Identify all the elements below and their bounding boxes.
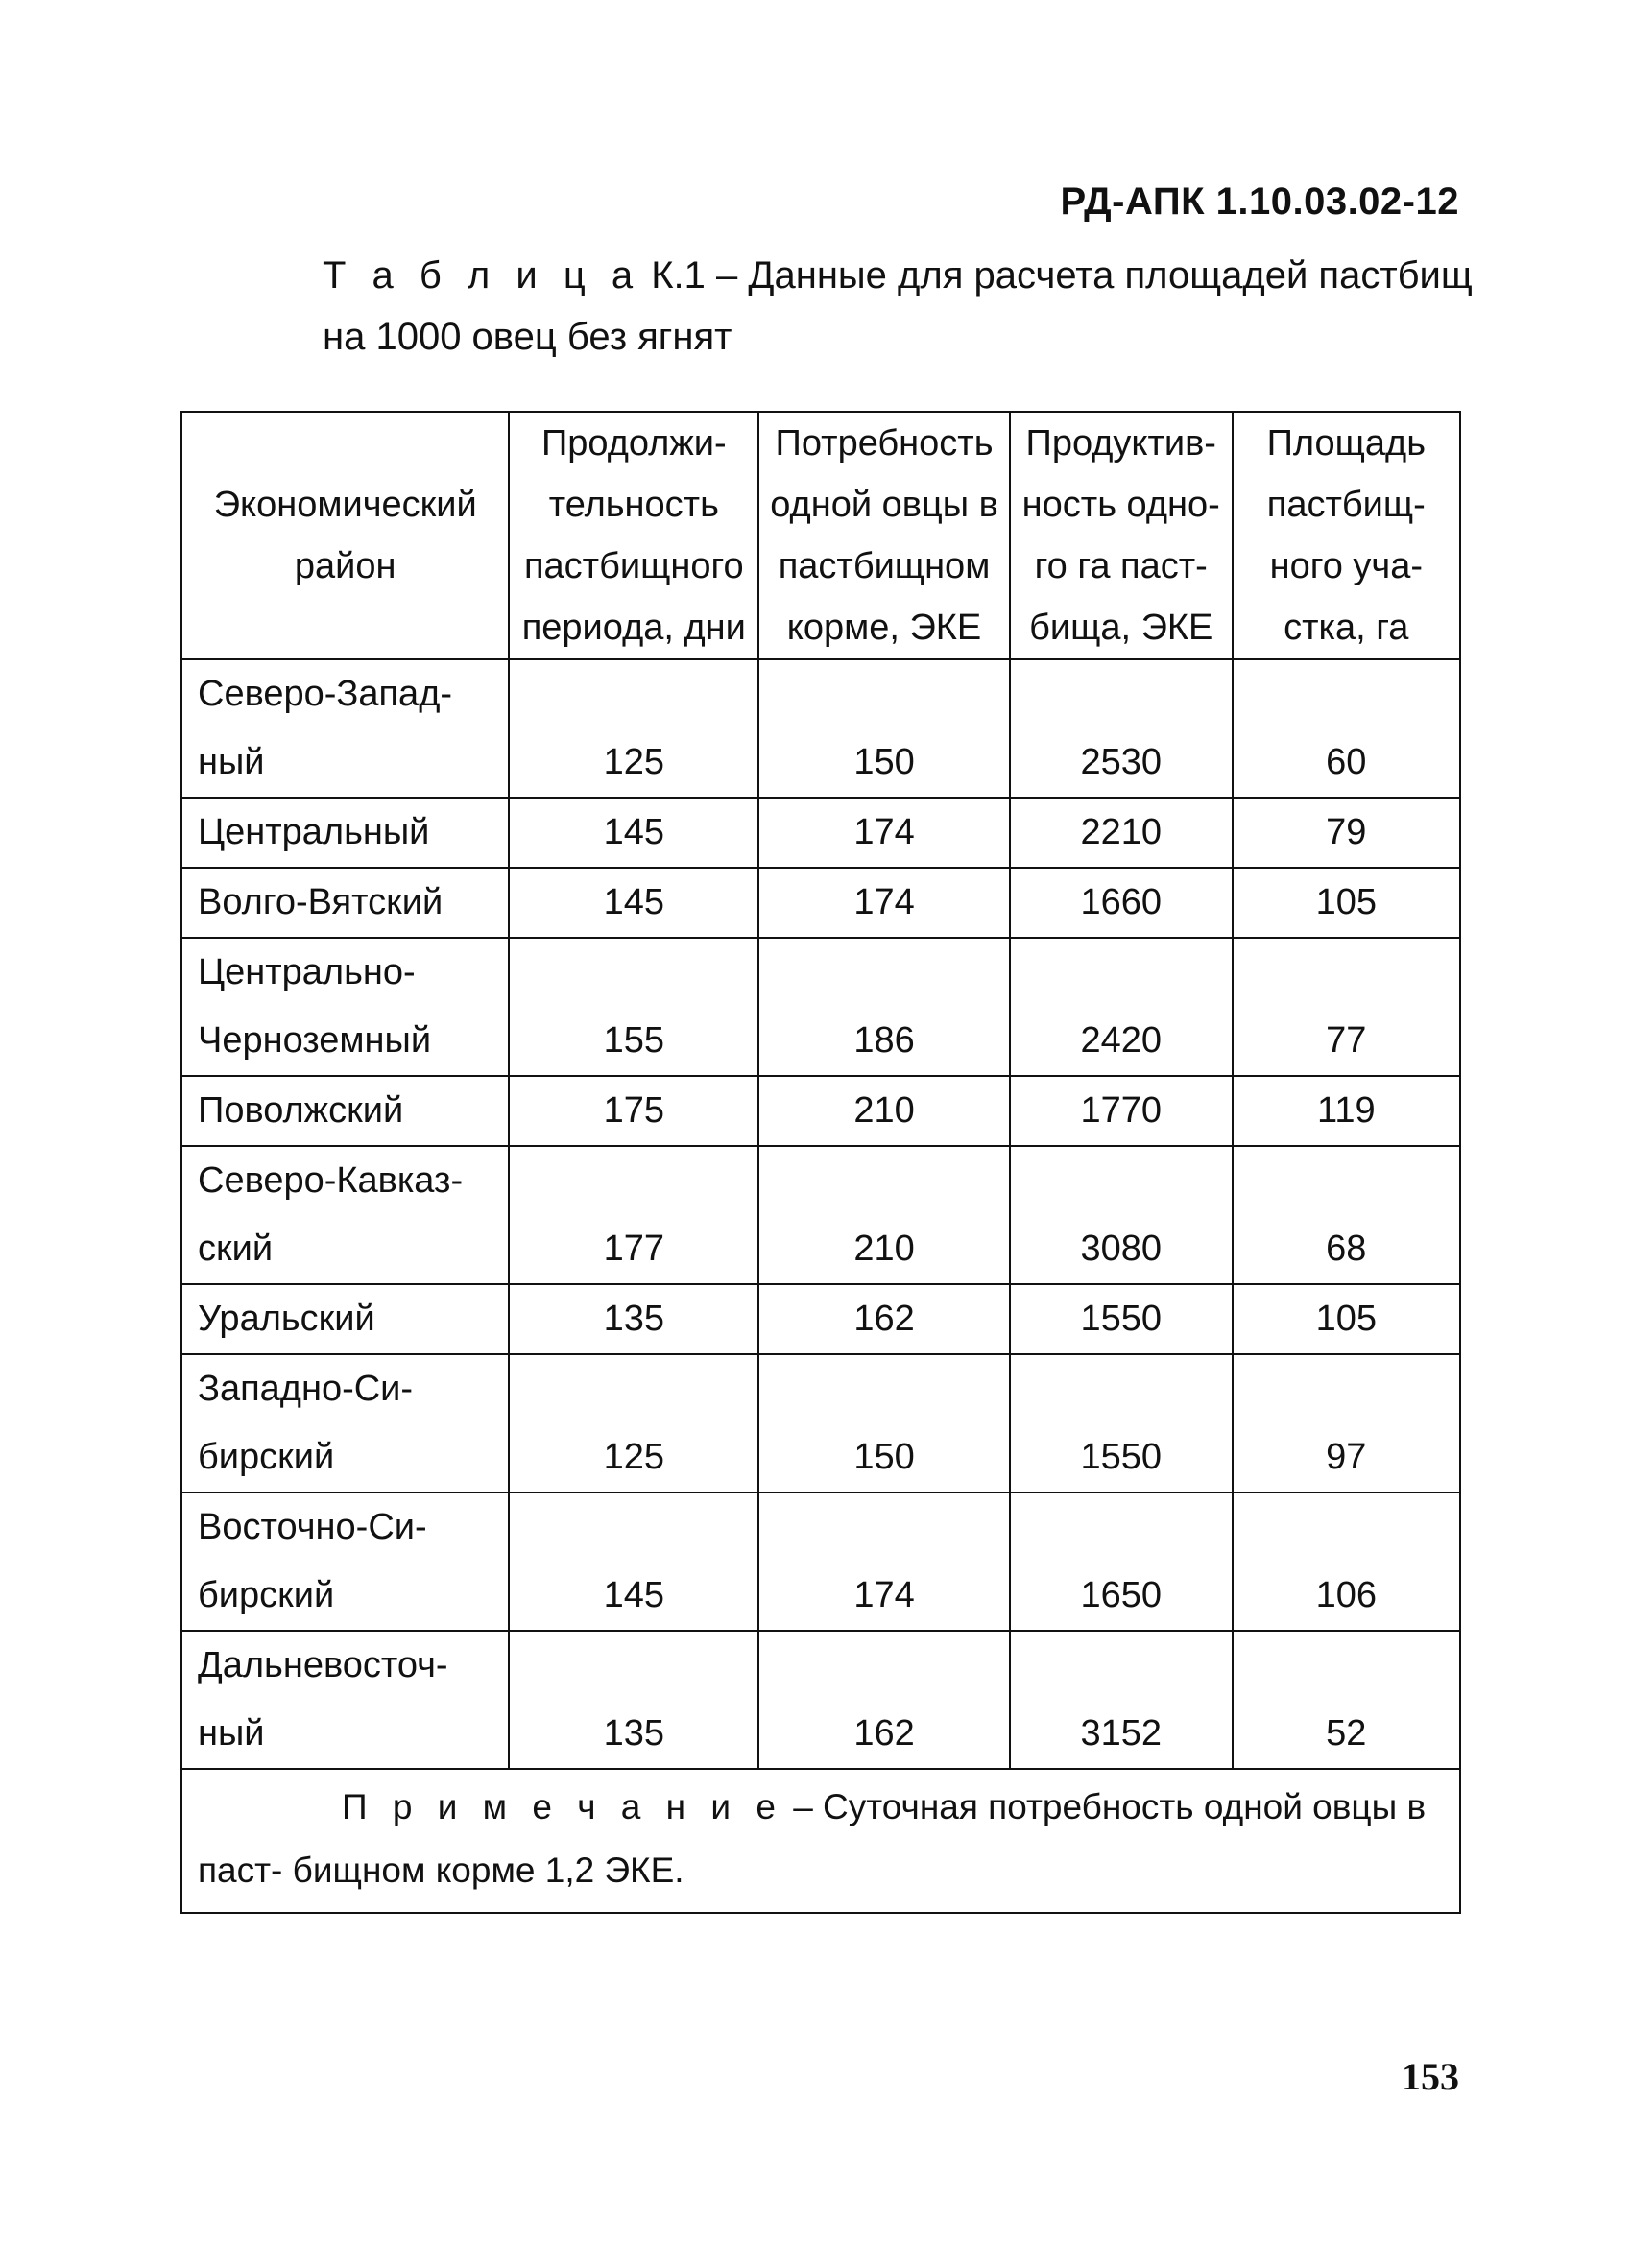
demand-cell: 210 bbox=[758, 1076, 1010, 1146]
duration-cell: 125 bbox=[509, 1354, 758, 1492]
data-table bbox=[180, 411, 1461, 1914]
duration-cell: 135 bbox=[509, 1284, 758, 1354]
area-cell: 77 bbox=[1233, 938, 1460, 1076]
table-row bbox=[181, 1354, 1460, 1492]
demand-cell: 150 bbox=[758, 1354, 1010, 1492]
region-cell: Центральный bbox=[181, 798, 509, 868]
productivity-cell: 1660 bbox=[1010, 868, 1233, 938]
table-header-row bbox=[181, 412, 1460, 659]
page-number: 153 bbox=[1402, 2055, 1459, 2098]
region-cell: Северо-Кавказ- ский bbox=[181, 1146, 509, 1284]
note-text: – Суточная потребность одной овцы в паст- бищном корме 1,2 ЭКЕ. bbox=[198, 1787, 1427, 1890]
region-cell: Западно-Си- бирский bbox=[181, 1354, 509, 1492]
table-row bbox=[181, 659, 1460, 798]
table-row bbox=[181, 1492, 1460, 1631]
table-row bbox=[181, 1146, 1460, 1284]
area-cell: 52 bbox=[1233, 1631, 1460, 1769]
region-cell: Уральский bbox=[181, 1284, 509, 1354]
duration-cell: 135 bbox=[509, 1631, 758, 1769]
header-pasture-productivity: Продуктив- ность одно- го га паст- бища, ЭКЕ bbox=[1010, 412, 1233, 659]
table-note bbox=[181, 1769, 1460, 1913]
duration-cell: 125 bbox=[509, 659, 758, 798]
area-cell: 79 bbox=[1233, 798, 1460, 868]
productivity-cell: 2420 bbox=[1010, 938, 1233, 1076]
productivity-cell: 1770 bbox=[1010, 1076, 1233, 1146]
productivity-cell: 2210 bbox=[1010, 798, 1233, 868]
region-cell: Северо-Запад- ный bbox=[181, 659, 509, 798]
demand-cell: 150 bbox=[758, 659, 1010, 798]
productivity-cell: 2530 bbox=[1010, 659, 1233, 798]
region-cell: Волго-Вятский bbox=[181, 868, 509, 938]
table-row bbox=[181, 938, 1460, 1076]
region-cell: Дальневосточ- ный bbox=[181, 1631, 509, 1769]
duration-cell: 145 bbox=[509, 868, 758, 938]
caption-label-number: К.1 bbox=[651, 254, 706, 297]
area-cell: 106 bbox=[1233, 1492, 1460, 1631]
table-row bbox=[181, 1284, 1460, 1354]
area-cell: 60 bbox=[1233, 659, 1460, 798]
header-economic-region: Экономический район bbox=[181, 412, 509, 659]
table-note-row bbox=[181, 1769, 1460, 1913]
productivity-cell: 3080 bbox=[1010, 1146, 1233, 1284]
document-code: РД-АПК 1.10.03.02-12 bbox=[1060, 180, 1459, 223]
region-cell: Поволжский bbox=[181, 1076, 509, 1146]
table-caption bbox=[323, 245, 1475, 368]
area-cell: 97 bbox=[1233, 1354, 1460, 1492]
duration-cell: 145 bbox=[509, 798, 758, 868]
productivity-cell: 3152 bbox=[1010, 1631, 1233, 1769]
duration-cell: 155 bbox=[509, 938, 758, 1076]
region-cell: Центрально- Черноземный bbox=[181, 938, 509, 1076]
demand-cell: 174 bbox=[758, 868, 1010, 938]
area-cell: 105 bbox=[1233, 1284, 1460, 1354]
area-cell: 105 bbox=[1233, 868, 1460, 938]
demand-cell: 174 bbox=[758, 1492, 1010, 1631]
duration-cell: 175 bbox=[509, 1076, 758, 1146]
duration-cell: 145 bbox=[509, 1492, 758, 1631]
area-cell: 68 bbox=[1233, 1146, 1460, 1284]
header-sheep-demand: Потребность одной овцы в пастбищном корме, ЭКЕ bbox=[758, 412, 1010, 659]
caption-dash: – bbox=[716, 254, 738, 297]
productivity-cell: 1550 bbox=[1010, 1284, 1233, 1354]
productivity-cell: 1550 bbox=[1010, 1354, 1233, 1492]
table-row bbox=[181, 868, 1460, 938]
table-row bbox=[181, 1076, 1460, 1146]
caption-title-line2: на 1000 овец без ягнят bbox=[323, 316, 732, 358]
caption-title-line1: Данные для расчета площадей пастбищ bbox=[748, 254, 1473, 297]
demand-cell: 162 bbox=[758, 1284, 1010, 1354]
productivity-cell: 1650 bbox=[1010, 1492, 1233, 1631]
note-label: П р и м е ч а н и е bbox=[342, 1787, 783, 1826]
header-grazing-duration: Продолжи- тельность пастбищного периода, дни bbox=[509, 412, 758, 659]
table-row bbox=[181, 798, 1460, 868]
demand-cell: 162 bbox=[758, 1631, 1010, 1769]
table-row bbox=[181, 1631, 1460, 1769]
duration-cell: 177 bbox=[509, 1146, 758, 1284]
demand-cell: 186 bbox=[758, 938, 1010, 1076]
area-cell: 119 bbox=[1233, 1076, 1460, 1146]
caption-label-spaced: Т а б л и ц а bbox=[323, 254, 641, 297]
demand-cell: 174 bbox=[758, 798, 1010, 868]
demand-cell: 210 bbox=[758, 1146, 1010, 1284]
header-pasture-area: Площадь пастбищ- ного уча- стка, га bbox=[1233, 412, 1460, 659]
region-cell: Восточно-Си- бирский bbox=[181, 1492, 509, 1631]
